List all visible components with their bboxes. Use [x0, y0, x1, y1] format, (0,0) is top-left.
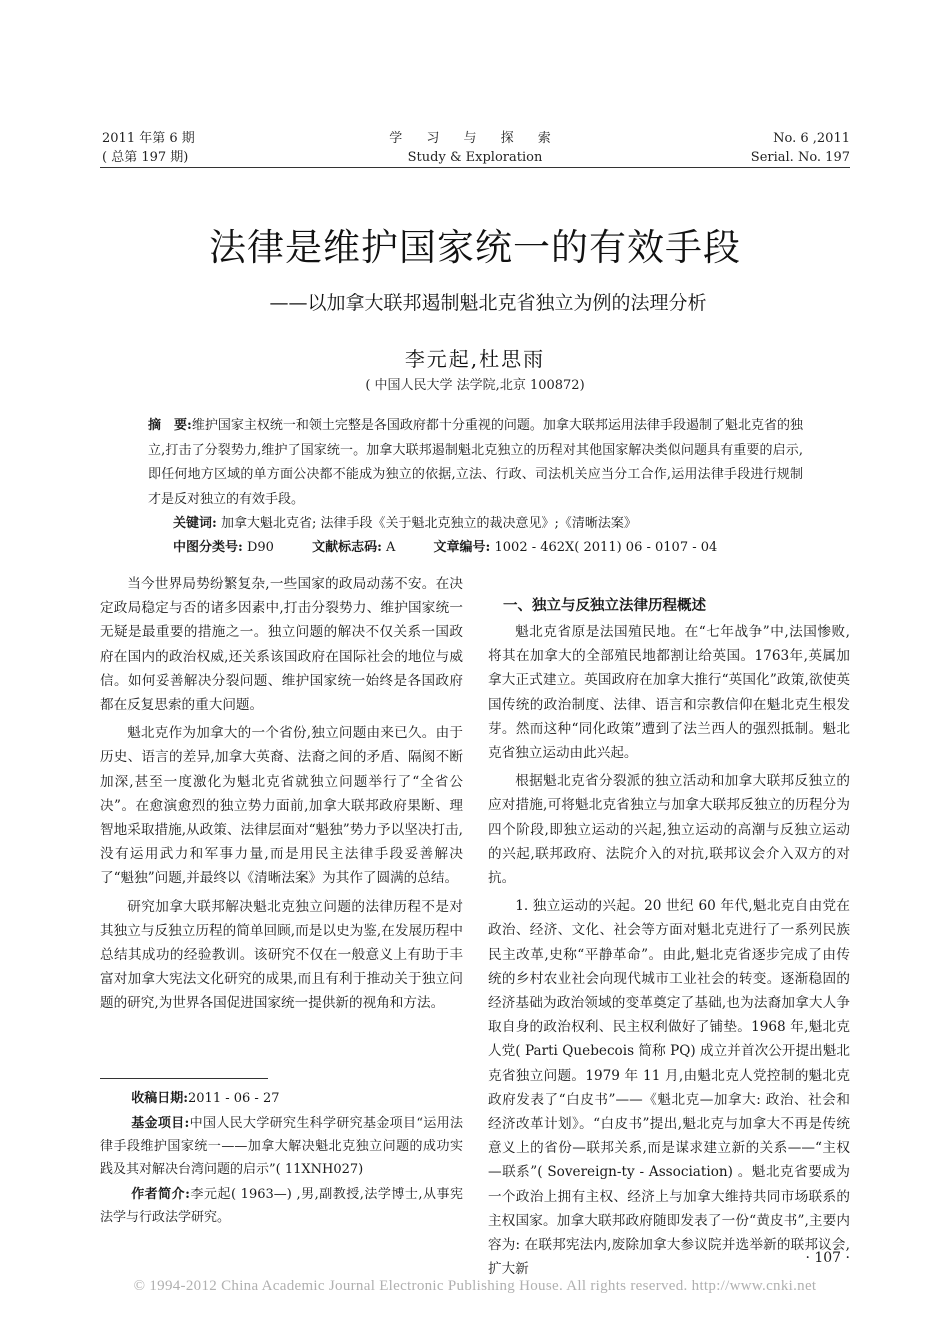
- abstract-label: 摘 要:: [148, 418, 192, 433]
- author-bio: 作者简介:李元起( 1963—) ,男,副教授,法学博士,从事宪法学与行政法学研究。: [100, 1187, 463, 1225]
- body-paragraph: 魁北克作为加拿大的一个省份,独立问题由来已久。由于历史、语言的差异,加拿大英裔、法裔之间的矛盾、隔阂不断加深,甚至一度激化为魁北克省就独立问题举行了“全省公决”。在愈演愈烈的独立势力面前,加拿大联邦政府果断、理智地采取措施,从政策、法律层面对“魁独”势力予以坚决打击,没有运用武力和军事力量,而是用民主法律手段妥善解决了“魁独”问题,并最终以《清晰法案》为其作了圆满的总结。: [100, 725, 463, 887]
- page-number: · 107 ·: [805, 1250, 850, 1266]
- author-affiliation: ( 中国人民大学 法学院,北京 100872): [365, 378, 585, 393]
- article-authors: 李元起,杜思雨: [404, 347, 546, 371]
- journal-issue-en: [751, 129, 850, 167]
- body-paragraph: 魁北克省原是法国殖民地。在“七年战争”中,法国惨败,将其在加拿大的全部殖民地都割让给英国。1763年,英属加拿大正式建立。英国政府在加拿大推行“英国化”政策,欲使英国传统的政治制度、法律、语言和宗教信仰在魁北克生根发芽。然而这种“同化政策”遭到了法兰西人的强烈抵制。魁北克省独立运动由此兴起。: [488, 624, 850, 762]
- keywords-text: 加拿大魁北克省; 法律手段《关于魁北克独立的裁决意见》;《清晰法案》: [220, 516, 637, 531]
- body-paragraph: 根据魁北克省分裂派的独立活动和加拿大联邦反独立的应对措施,可将魁北克省独立与加拿大联邦反独立的历程分为四个阶段,即独立运动的兴起,独立运动的高潮与反独立运动的兴起,联邦政府、法院介入的对抗,联邦议会介入双方的对抗。: [488, 773, 850, 887]
- footnote-rule: [100, 1078, 268, 1079]
- issue-number-en: No. 6 ,2011: [773, 131, 850, 146]
- received-date: 收稿日期:2011 - 06 - 27: [131, 1091, 280, 1106]
- serial-number-en: Serial. No. 197: [750, 150, 850, 165]
- left-column: [100, 572, 463, 1020]
- fund-project: 基金项目:中国人民大学研究生科学研究基金项目“运用法律手段维护国家统一——加拿大解决魁北克独立问题的成功实践及其对解决台湾问题的启示”( 11XNH027): [100, 1116, 463, 1177]
- abstract: [148, 414, 803, 512]
- copyright-watermark: © 1994-2012 China Academic Journal Electronic Publishing House. All rights reserved. http://www.cnki.net: [133, 1278, 817, 1294]
- serial-number-cn: ( 总第 197 期): [102, 150, 189, 165]
- article-subtitle: ——以加拿大联邦遏制魁北克省独立为例的法理分析: [269, 292, 707, 314]
- classification-line: [173, 536, 803, 560]
- article-number: 文章编号: 1002 - 462X( 2011) 06 - 0107 - 04: [433, 540, 718, 555]
- journal-name-en: Study & Exploration: [407, 150, 543, 165]
- section-heading: 一、独立与反独立法律历程概述: [503, 597, 706, 614]
- keywords-label: 关键词:: [173, 516, 217, 531]
- body-paragraph: 研究加拿大联邦解决魁北克独立问题的法律历程不是对其独立与反独立历程的简单回顾,而是以史为鉴,在发展历程中总结其成功的经验教训。该研究不仅在一般意义上有助于丰富对加拿大宪法文化研究的成果,而且有利于推动关于独立问题的研究,为世界各国促进国家统一提供新的视角和方法。: [100, 898, 463, 1012]
- issue-number: 2011 年第 6 期: [102, 131, 195, 146]
- document-code: 文献标志码: A: [312, 540, 396, 555]
- article-title: 法律是维护国家统一的有效手段: [209, 226, 741, 269]
- abstract-text: 维护国家主权统一和领土完整是各国政府都十分重视的问题。加拿大联邦运用法律手段遏制了魁北克省的独立,打击了分裂势力,维护了国家统一。加拿大联邦遏制魁北克独立的历程对其他国家解决类似问题具有重要的启示,即任何地方区域的单方面公决都不能成为独立的依据,立法、行政、司法机关应当分工合作,运用法律手段进行规制才是反对独立的有效手段。: [148, 418, 803, 507]
- footnotes: [100, 1087, 463, 1231]
- keywords: [173, 512, 803, 536]
- clc-number: 中图分类号: D90: [173, 540, 274, 555]
- body-paragraph: 1. 独立运动的兴起。20 世纪 60 年代,魁北克自由党在政治、经济、文化、社会等方面对魁北克进行了一系列民族民主改革,史称“平静革命”。由此,魁北克省逐步完成了由传统的乡村农业社会向现代城市工业社会的转变。逐渐稳固的经济基础为政治领域的变革奠定了基础,也为法裔加拿大人争取自身的政治权利、民主权利做好了铺垫。1968 年,魁北克人党( Parti Quebecois 简称 PQ) 成立并首次公开提出魁北克省独立问题。1979 年 11 月,由魁北克人党控制的魁北克政府发表了“白皮书”——《魁北克—加拿大: 政治、社会和经济改革计划》。“白皮书”提出,魁北克与加拿大不再是传统意义上的省份—联邦关系,而是谋求建立新的关系——“主权—联系”( Sovereign-ty - Association) 。魁北克省要成为一个政治上拥有主权、经济上与加拿大维持共同市场联系的主权国家。加拿大联邦政府随即发表了一份“黄皮书”,主要内容为: 在联邦宪法内,废除加拿大参议院并选举新的联邦议会,扩大新: [488, 898, 850, 1278]
- body-paragraph: 当今世界局势纷繁复杂,一些国家的政局动荡不安。在决定政局稳定与否的诸多因素中,打击分裂势力、维护国家统一无疑是最重要的措施之一。独立问题的解决不仅关系一国政府在国内的政治权威,还关系该国政府在国际社会的地位与威信。如何妥善解决分裂问题、维护国家统一始终是各国政府都在反复思索的重大问题。: [100, 576, 463, 714]
- right-column: [488, 620, 850, 1285]
- header-rule: [100, 167, 850, 168]
- journal-name-cn: 学 习 与 探 索: [389, 131, 561, 146]
